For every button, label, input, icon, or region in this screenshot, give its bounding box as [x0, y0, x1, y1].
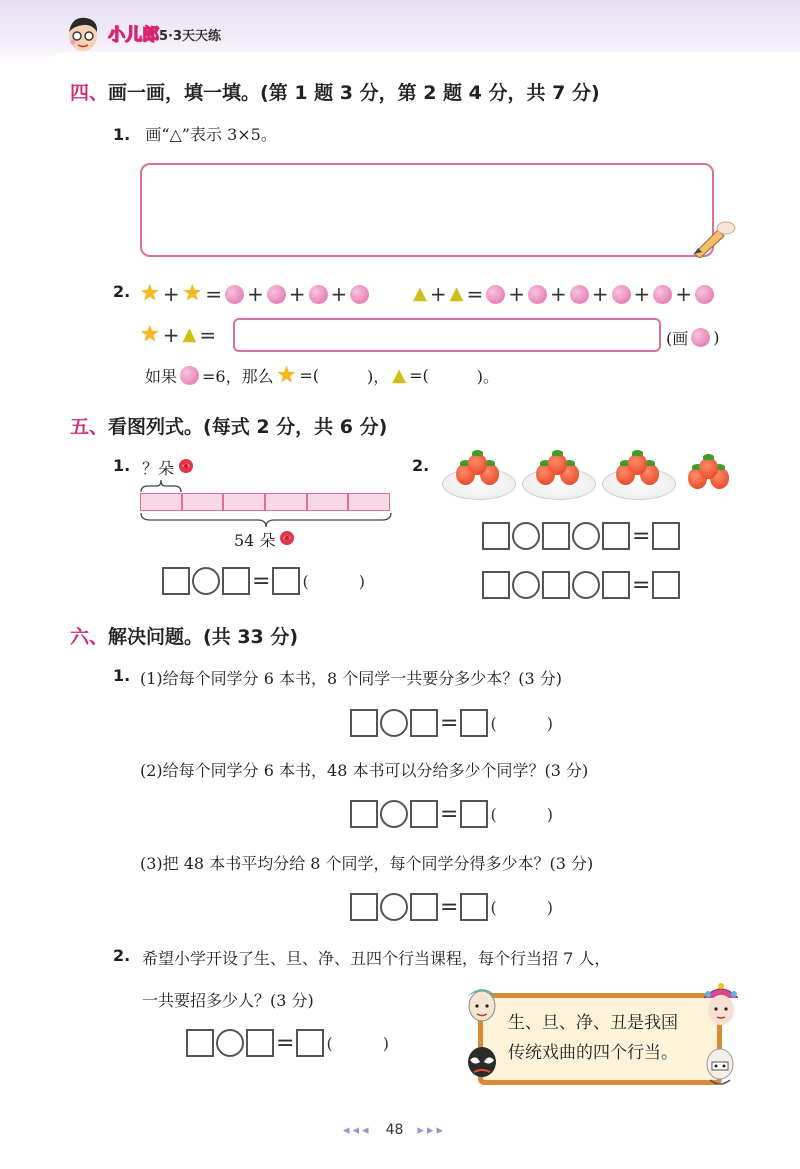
pink-dot-icon — [225, 285, 244, 304]
plus-sign: + — [288, 282, 306, 306]
section4-num: 四、 — [70, 82, 109, 104]
total-label — [234, 528, 296, 551]
top-brace — [140, 478, 182, 492]
bottom-brace — [140, 512, 392, 528]
operator-circle[interactable] — [380, 709, 408, 737]
pink-dot-icon — [486, 285, 505, 304]
answer-box[interactable] — [162, 567, 190, 595]
bar-segment — [182, 493, 224, 511]
plus-sign: + — [429, 282, 447, 306]
plus-sign: + — [591, 282, 609, 306]
plus-sign: + — [330, 282, 348, 306]
operator-circle[interactable] — [380, 893, 408, 921]
plus-sign: + — [549, 282, 567, 306]
pink-dot-icon — [180, 366, 199, 385]
answer-box[interactable] — [482, 522, 510, 550]
answer-box[interactable] — [460, 800, 488, 828]
bar-segment — [265, 493, 307, 511]
fill-in-line — [145, 364, 499, 387]
q5-1-equation — [162, 567, 365, 595]
q6-1-part1-equation — [350, 709, 553, 737]
section5-num: 五、 — [70, 416, 109, 438]
star-icon: ★ — [182, 281, 203, 306]
answer-box[interactable] — [186, 1029, 214, 1057]
total-flowers-label: 54 朵 — [234, 531, 276, 550]
fill-end: )。 — [476, 367, 499, 386]
segment-bar — [140, 493, 390, 511]
plus-sign: + — [162, 282, 180, 306]
strawberry-icon — [548, 454, 567, 475]
unit-paren-open: ( — [326, 1033, 333, 1053]
answer-box[interactable] — [460, 709, 488, 737]
q4-1-num: 1. — [113, 125, 131, 144]
answer-box[interactable] — [460, 893, 488, 921]
plus-sign: + — [247, 282, 264, 306]
rose-icon — [177, 458, 195, 478]
drawing-area[interactable] — [140, 163, 714, 257]
fill-mid2: =( — [299, 366, 319, 385]
equals-sign: = — [440, 894, 459, 920]
page-footer — [343, 1122, 446, 1138]
opera-character-icon — [700, 1040, 740, 1090]
opera-character-icon — [462, 982, 502, 1032]
answer-box[interactable] — [652, 522, 680, 550]
pink-dot-icon — [309, 285, 328, 304]
plus-sign: + — [508, 282, 525, 306]
answer-box[interactable] — [542, 522, 570, 550]
triangle-icon: ▲ — [182, 324, 197, 345]
pink-dot-icon — [612, 285, 631, 304]
answer-box[interactable] — [602, 571, 630, 599]
equals-sign: = — [632, 523, 651, 549]
fill-prefix: 如果 — [145, 367, 178, 386]
q5-2-equation-2 — [482, 571, 680, 599]
section6-title: 解决问题。(共 33 分) — [108, 626, 299, 648]
unit-paren-open: ( — [302, 571, 309, 591]
plus-sign: + — [633, 282, 651, 306]
equals-sign: = — [276, 1030, 295, 1056]
star-icon: ★ — [140, 281, 160, 306]
triangle-icon: ▲ — [449, 283, 464, 304]
bar-segment — [348, 493, 390, 511]
q5-1-num: 1. — [113, 456, 131, 475]
opera-character-icon — [462, 1038, 502, 1088]
pink-dot-icon — [350, 285, 369, 304]
bar-segment — [140, 493, 182, 511]
q6-2-line1: 希望小学开设了生、旦、净、丑四个行当课程，每个行当招 7 人， — [142, 949, 611, 968]
triangle-icon: ▲ — [413, 283, 427, 304]
equals-sign: = — [205, 282, 222, 306]
section4-title: 画一画，填一填。(第 1 题 3 分，第 2 题 4 分，共 7 分) — [108, 82, 600, 104]
opera-character-icon — [700, 980, 742, 1032]
strawberry-icon — [628, 454, 647, 475]
unit-paren-close: ) — [358, 571, 365, 591]
triangle-equation — [413, 282, 714, 306]
prev-arrows-icon: ◂◂◂ — [343, 1122, 372, 1138]
q6-1-part2-equation — [350, 800, 553, 828]
pink-dot-icon — [695, 285, 714, 304]
answer-drawing-bar[interactable] — [233, 318, 661, 352]
board-line2: 传统戏曲的四个行当。 — [508, 1043, 678, 1063]
star-plus-triangle — [140, 323, 216, 347]
brand-title — [108, 20, 221, 45]
q6-1-part3: (3)把 48 本书平均分给 8 个同学，每个同学分得多少本？(3 分) — [140, 854, 594, 873]
operator-circle[interactable] — [572, 571, 600, 599]
unit-paren-close: ) — [546, 804, 553, 824]
answer-box[interactable] — [652, 571, 680, 599]
q6-1-part3-equation — [350, 893, 553, 921]
pink-dot-icon — [528, 285, 547, 304]
triangle-icon: ▲ — [392, 364, 407, 386]
operator-circle[interactable] — [512, 571, 540, 599]
unit-paren-open: ( — [490, 804, 497, 824]
answer-box[interactable] — [350, 893, 378, 921]
q6-2-num: 2. — [113, 946, 131, 965]
brand-main: 小儿郎 — [108, 25, 159, 45]
answer-box[interactable] — [296, 1029, 324, 1057]
star-icon: ★ — [276, 362, 297, 388]
section5-title: 看图列式。(每式 2 分，共 6 分) — [108, 416, 388, 438]
q6-1-num: 1. — [113, 666, 131, 685]
answer-box[interactable] — [272, 567, 300, 595]
page-number: 48 — [385, 1122, 404, 1138]
answer-box[interactable] — [410, 800, 438, 828]
pink-dot-icon — [653, 285, 672, 304]
fill-mid3: )， — [367, 367, 390, 386]
answer-box[interactable] — [482, 571, 510, 599]
brand-sub: 5·3天天练 — [159, 29, 222, 44]
equals-sign: = — [466, 282, 484, 306]
answer-box[interactable] — [410, 893, 438, 921]
q4-1-text: 画“△”表示 3×5。 — [145, 125, 277, 144]
q4-1-line — [113, 122, 277, 145]
operator-circle[interactable] — [192, 567, 220, 595]
draw-hint-open: (画 — [666, 329, 689, 348]
unit-paren-close: ) — [382, 1033, 389, 1053]
answer-box[interactable] — [222, 567, 250, 595]
star-equation — [140, 282, 369, 306]
unit-paren-open: ( — [490, 713, 497, 733]
unit-paren-close: ) — [546, 713, 553, 733]
q6-2-equation — [186, 1029, 389, 1057]
draw-hint — [666, 326, 720, 349]
operator-circle[interactable] — [512, 522, 540, 550]
equals-sign: = — [199, 323, 217, 347]
strawberry-icon — [468, 454, 487, 475]
section5-heading — [70, 412, 387, 439]
operator-circle[interactable] — [572, 522, 600, 550]
plus-sign: + — [675, 282, 693, 306]
equals-sign: = — [632, 572, 651, 598]
operator-circle[interactable] — [216, 1029, 244, 1057]
q5-2-num: 2. — [412, 456, 430, 475]
strawberry-icon — [699, 458, 718, 479]
answer-box[interactable] — [410, 709, 438, 737]
board-line1: 生、旦、净、丑是我国 — [508, 1013, 678, 1033]
mascot-icon — [64, 14, 102, 54]
pink-dot-icon — [267, 285, 286, 304]
q5-2-equation-1 — [482, 522, 680, 550]
draw-hint-close: ) — [713, 328, 720, 347]
strawberry-plates — [442, 448, 742, 500]
plus-sign: + — [162, 323, 180, 347]
bar-segment — [223, 493, 265, 511]
section4-heading — [70, 78, 600, 105]
fill-mid1: =6，那么 — [202, 367, 274, 386]
answer-box[interactable] — [246, 1029, 274, 1057]
section6-heading — [70, 622, 298, 649]
star-icon: ★ — [140, 322, 160, 347]
answer-box[interactable] — [542, 571, 570, 599]
q6-1-part1: (1)给每个同学分 6 本书，8 个同学一共要分多少本？(3 分) — [140, 669, 563, 688]
unknown-flowers-label: ？朵 — [142, 459, 175, 478]
section6-num: 六、 — [70, 626, 109, 648]
board-text — [508, 1008, 678, 1068]
equals-sign: = — [252, 568, 271, 594]
q6-1-part2: (2)给每个同学分 6 本书，48 本书可以分给多少个同学？(3 分) — [140, 761, 589, 780]
next-arrows-icon: ▸▸▸ — [417, 1122, 446, 1138]
q4-2-num: 2. — [113, 282, 131, 301]
equals-sign: = — [440, 710, 459, 736]
unit-paren-open: ( — [490, 897, 497, 917]
equals-sign: = — [440, 801, 459, 827]
fill-mid4: =( — [409, 366, 429, 385]
answer-box[interactable] — [350, 800, 378, 828]
answer-box[interactable] — [602, 522, 630, 550]
operator-circle[interactable] — [380, 800, 408, 828]
pink-dot-icon — [691, 328, 710, 347]
unit-paren-close: ) — [546, 897, 553, 917]
q6-2-line2: 一共要招多少人？(3 分) — [142, 991, 314, 1010]
pink-dot-icon — [570, 285, 589, 304]
rose-icon — [278, 530, 296, 550]
pencil-icon — [690, 218, 736, 258]
bar-segment — [307, 493, 349, 511]
answer-box[interactable] — [350, 709, 378, 737]
q5-1-top-label — [142, 456, 195, 479]
